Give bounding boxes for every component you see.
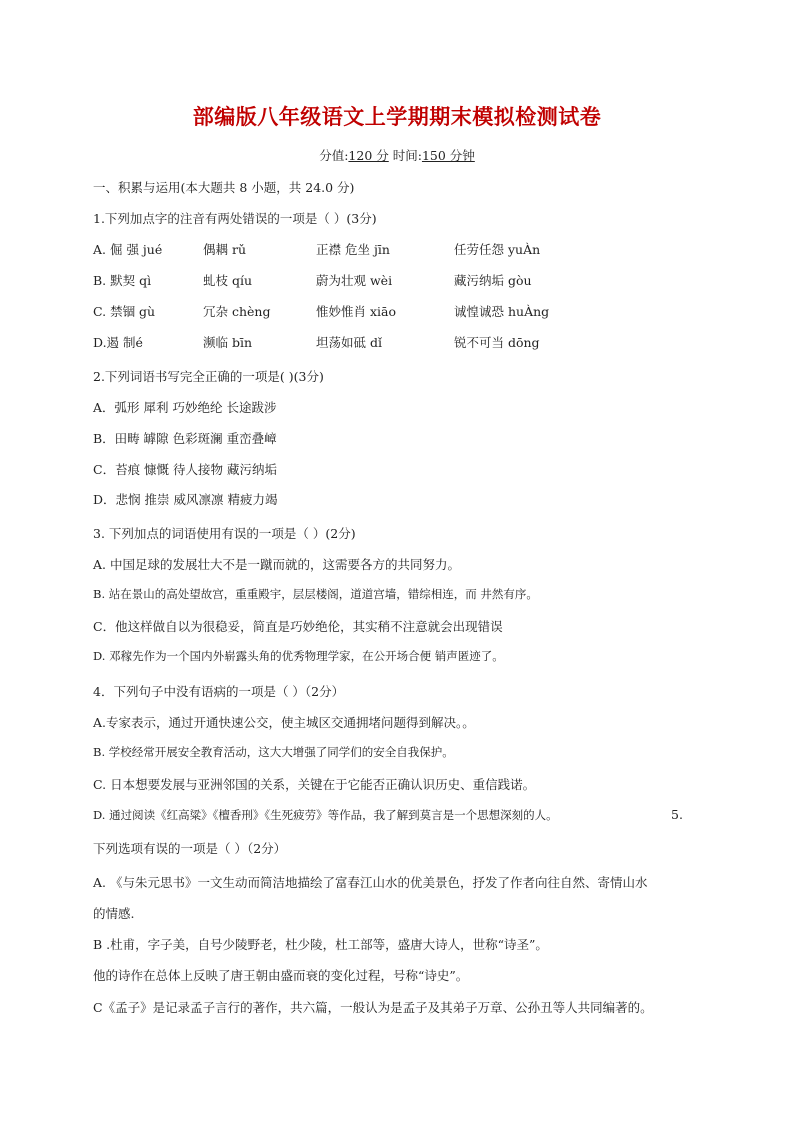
q5-option-b-line1: B .杜甫，字子美，自号少陵野老，杜少陵，杜工部等，盛唐大诗人，世称“诗圣”。 [93,937,548,952]
q5-option-a-line2: 的情感. [93,906,135,921]
q1-c-1: C. 禁锢 gù [93,304,156,319]
q4-option-b: B. 学校经常开展安全教育活动，这大大增强了同学们的安全自我保护。 [93,745,454,759]
q1-a-2: 偶耦 rǔ [203,242,246,257]
q1-a-1: A. 倔 强 jué [93,242,163,257]
q1-b-3: 蔚为壮观 wèi [316,273,393,288]
q5-number: 5. [671,807,683,822]
time-label: 时间: [388,148,422,163]
q3-option-b: B. 站在景山的高处望故宫，重重殿宇，层层楼阁，道道宫墙，错综相连，而 井然有序。 [93,587,538,601]
q1-c-2: 冗杂 chèng [203,304,271,319]
q1-a-4: 任劳任怨 yuÀn [454,242,541,257]
q3-option-a: A. 中国足球的发展壮大不是一蹴而就的，这需要各方的共同努力。 [93,557,460,572]
q1-b-4: 藏污纳垢 gòu [454,273,532,288]
q4-stem: 4．下列句子中没有语病的一项是（ ）（2分） [93,684,345,699]
q4-option-d: D. 通过阅读《红高粱》《檀香刑》《生死疲劳》等作品，我了解到莫言是一个思想深刻的人。 [93,808,558,822]
q5-option-c-line1: C《孟子》是记录孟子言行的著作，共六篇，一般认为是孟子及其弟子万章、公孙丑等人共同编著的。 [93,1000,653,1015]
q1-d-4: 锐不可当 dōng [454,335,540,350]
q4-option-c: C. 日本想要发展与亚洲邻国的关系，关键在于它能否正确认识历史、重信践诺。 [93,777,536,792]
q4-option-a: A.专家表示，通过开通快速公交，使主城区交通拥堵问题得到解决。。 [93,715,475,730]
time-value: 150 分钟 [421,148,475,163]
score-time-line [0,146,794,164]
q2-option-a: A．弧形 犀利 巧妙绝纶 长途跋涉 [93,400,277,415]
q1-c-4: 诚惶诚恐 huÀng [454,304,550,319]
q3-option-d: D. 邓稼先作为一个国内外崭露头角的优秀物理学家，在公开场合便 销声匿迹了。 [93,649,504,663]
section-heading: 一、积累与运用(本大题共 8 小题，共 24.0 分) [93,180,355,195]
q5-option-b-line2: 他的诗作在总体上反映了唐王朝由盛而衰的变化过程，号称“诗史”。 [93,968,469,983]
score-label: 分值: [319,148,349,163]
q1-stem: 1.下列加点字的注音有两处错误的一项是（ ）(3分) [93,211,377,226]
q1-b-2: 虬枝 qíu [203,273,253,288]
q5-stem: 下列选项有误的一项是（ ）（2分） [93,841,287,856]
score-value: 120 分 [348,148,389,163]
q2-option-d: D．悲悯 推崇 威风凛凛 精疲力竭 [93,492,278,507]
q3-option-c: C．他这样做自以为很稳妥，简直是巧妙绝伦，其实稍不注意就会出现错误 [93,619,503,634]
q1-d-2: 濒临 bīn [203,335,253,350]
q1-d-1: D.遏 制é [93,335,143,350]
q5-option-a-line1: A. 《与朱元思书》一文生动而简洁地描绘了富春江山水的优美景色，抒发了作者向往自然、寄情山水 [93,875,648,890]
q2-option-c: C．苔痕 慷慨 待人接物 藏污纳垢 [93,462,277,477]
q2-option-b: B．田畴 罅隙 色彩斑澜 重峦叠嶂 [93,431,277,446]
page-title: 部编版八年级语文上学期期末模拟检测试卷 [192,104,602,129]
q2-stem: 2.下列词语书写完全正确的一项是( )(3分) [93,369,324,384]
q1-c-3: 惟妙惟肖 xiāo [316,304,396,319]
q1-d-3: 坦荡如砥 dǐ [316,335,382,350]
q3-stem: 3. 下列加点的词语使用有误的一项是（ ）(2分) [93,526,356,541]
q1-b-1: B. 默契 qì [93,273,152,288]
q1-a-3: 正襟 危坐 jīn [316,242,390,257]
